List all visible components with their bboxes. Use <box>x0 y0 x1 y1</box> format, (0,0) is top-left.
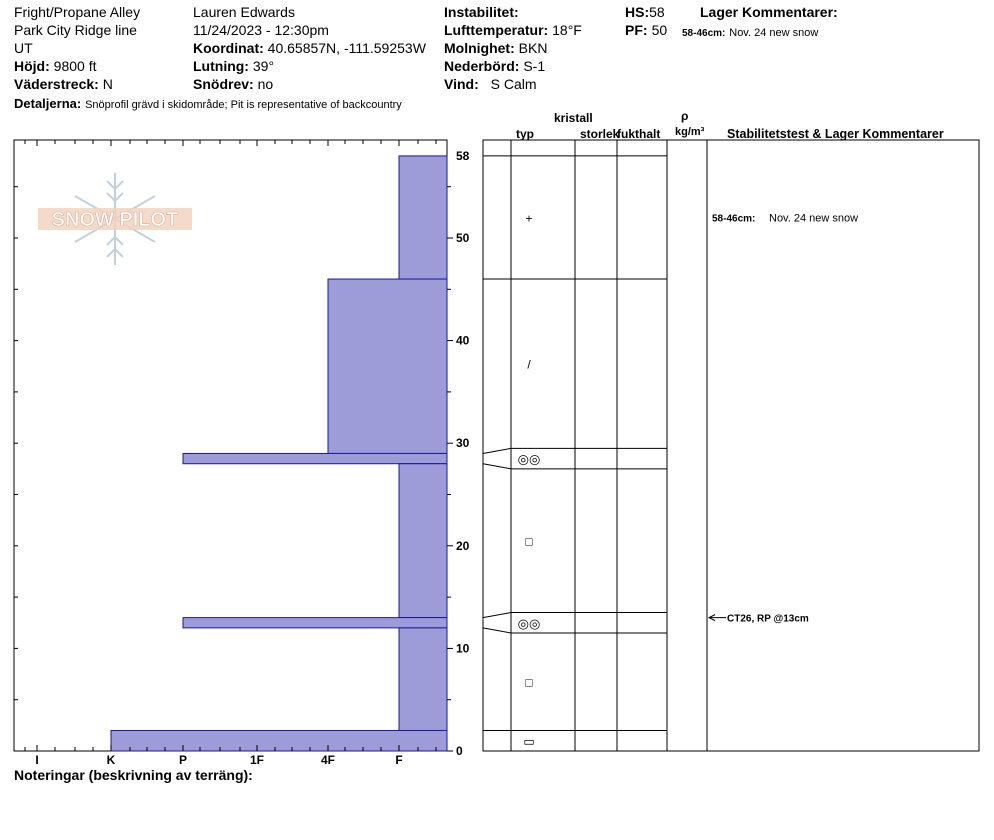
observer-name: Lauren Edwards <box>193 4 295 20</box>
layer-comments-title: Lager Kommentarer: <box>700 4 838 20</box>
hardness-bars <box>111 156 447 751</box>
crystal-header: kristall <box>554 111 593 125</box>
hardness-bar-6 <box>111 730 447 751</box>
coordinate-value: 40.65857N, -111.59253W <box>267 40 426 56</box>
layer-comments <box>712 212 858 224</box>
sky-value: BKN <box>518 40 548 56</box>
layer-comment-range-0: 58-46cm: <box>712 213 756 225</box>
coordinate-label: Koordinat: <box>193 40 264 56</box>
type-header: typ <box>516 127 534 141</box>
wind-label: Vind: <box>444 76 479 92</box>
stability-tests <box>709 614 809 625</box>
logo-text: SNOW PILOT <box>51 209 179 231</box>
area-name: Park City Ridge line <box>14 22 137 38</box>
moisture-header: fukthalt <box>617 127 661 141</box>
rho-header: ρ <box>681 109 689 123</box>
hardness-bar-3 <box>399 464 447 618</box>
hardness-tick-label: K <box>106 753 116 767</box>
wind-loading-label: Snödrev: <box>193 76 254 92</box>
observation-datetime: 11/24/2023 - 12:30pm <box>193 22 329 38</box>
crystal-symbol-5: □ <box>525 675 533 690</box>
hardness-tick-label: I <box>35 753 39 767</box>
crystal-symbol-6: ▭ <box>523 734 535 749</box>
layer-connector-4 <box>483 612 511 617</box>
notes-label: Noteringar (beskrivning av terräng): <box>14 767 253 783</box>
crystal-symbol-4: ◎◎ <box>517 615 541 631</box>
wind-value: S Calm <box>490 76 537 92</box>
depth-tick-label: 30 <box>456 436 470 451</box>
aspect-value: N <box>102 76 113 92</box>
air-temp-label: Lufttemperatur: <box>444 22 549 38</box>
density-unit-header: kg/m³ <box>675 126 705 138</box>
depth-tick-label: 20 <box>456 538 470 553</box>
hardness-tick-label: 1F <box>249 753 265 767</box>
layer-comment-text-0: Nov. 24 new snow <box>769 212 859 225</box>
depth-tick-label: 58 <box>456 148 470 163</box>
slope-value: 39° <box>252 58 275 74</box>
precip-value: S-1 <box>523 58 546 74</box>
elevation-label: Höjd: <box>14 58 50 74</box>
size-header: storlek <box>580 127 620 141</box>
crystal-symbol-1: / <box>527 357 531 372</box>
hardness-bar-5 <box>399 628 447 731</box>
layer-connector-2 <box>483 448 511 453</box>
crystal-symbol-3: □ <box>525 534 533 549</box>
hs-value: 58 <box>649 4 665 20</box>
layer-table-frame <box>483 140 979 751</box>
layer-connector-5 <box>483 628 511 633</box>
aspect-label: Väderstreck: <box>14 76 99 92</box>
stability-header: Stabilitetstest & Lager Kommentarer <box>727 127 944 141</box>
instability-label: Instabilitet: <box>444 4 519 20</box>
state-name: UT <box>14 40 33 56</box>
details-label: Detaljerna: <box>14 96 82 111</box>
hardness-tick-label: F <box>395 753 403 767</box>
stability-test-text-0: CT26, RP @13cm <box>727 613 809 625</box>
hardness-bar-1 <box>328 279 447 453</box>
pf-value: 50 <box>651 22 668 38</box>
snowpilot-logo <box>38 173 192 265</box>
pf-label: PF: <box>625 22 648 38</box>
depth-tick-label: 40 <box>456 333 470 348</box>
header-layer-comment-range: 58-46cm: <box>682 28 726 39</box>
depth-tick-label: 0 <box>456 744 463 758</box>
details-value: Snöprofil grävd i skidområde; Pit is representative of backcountry <box>85 99 402 111</box>
slope-label: Lutning: <box>193 58 249 74</box>
precip-label: Nederbörd: <box>444 58 520 74</box>
elevation-value: 9800 ft <box>53 58 97 74</box>
hardness-bar-4 <box>183 618 447 628</box>
location-name: Fright/Propane Alley <box>14 4 141 20</box>
hardness-bar-2 <box>183 453 447 463</box>
hardness-tick-label: P <box>178 753 188 767</box>
sky-label: Molnighet: <box>444 40 515 56</box>
hs-label: HS: <box>625 4 650 20</box>
crystal-symbol-2: ◎◎ <box>517 451 541 467</box>
hardness-bar-0 <box>399 156 447 279</box>
hardness-tick-label: 4F <box>320 753 336 767</box>
depth-tick-label: 50 <box>456 231 470 245</box>
wind-loading-value: no <box>257 76 274 92</box>
header-layer-comment-text: Nov. 24 new snow <box>729 27 819 39</box>
air-temp-value: 18°F <box>552 22 582 38</box>
depth-tick-label: 10 <box>456 641 470 656</box>
layer-connector-3 <box>483 464 511 469</box>
crystal-symbol-0: + <box>525 211 533 226</box>
